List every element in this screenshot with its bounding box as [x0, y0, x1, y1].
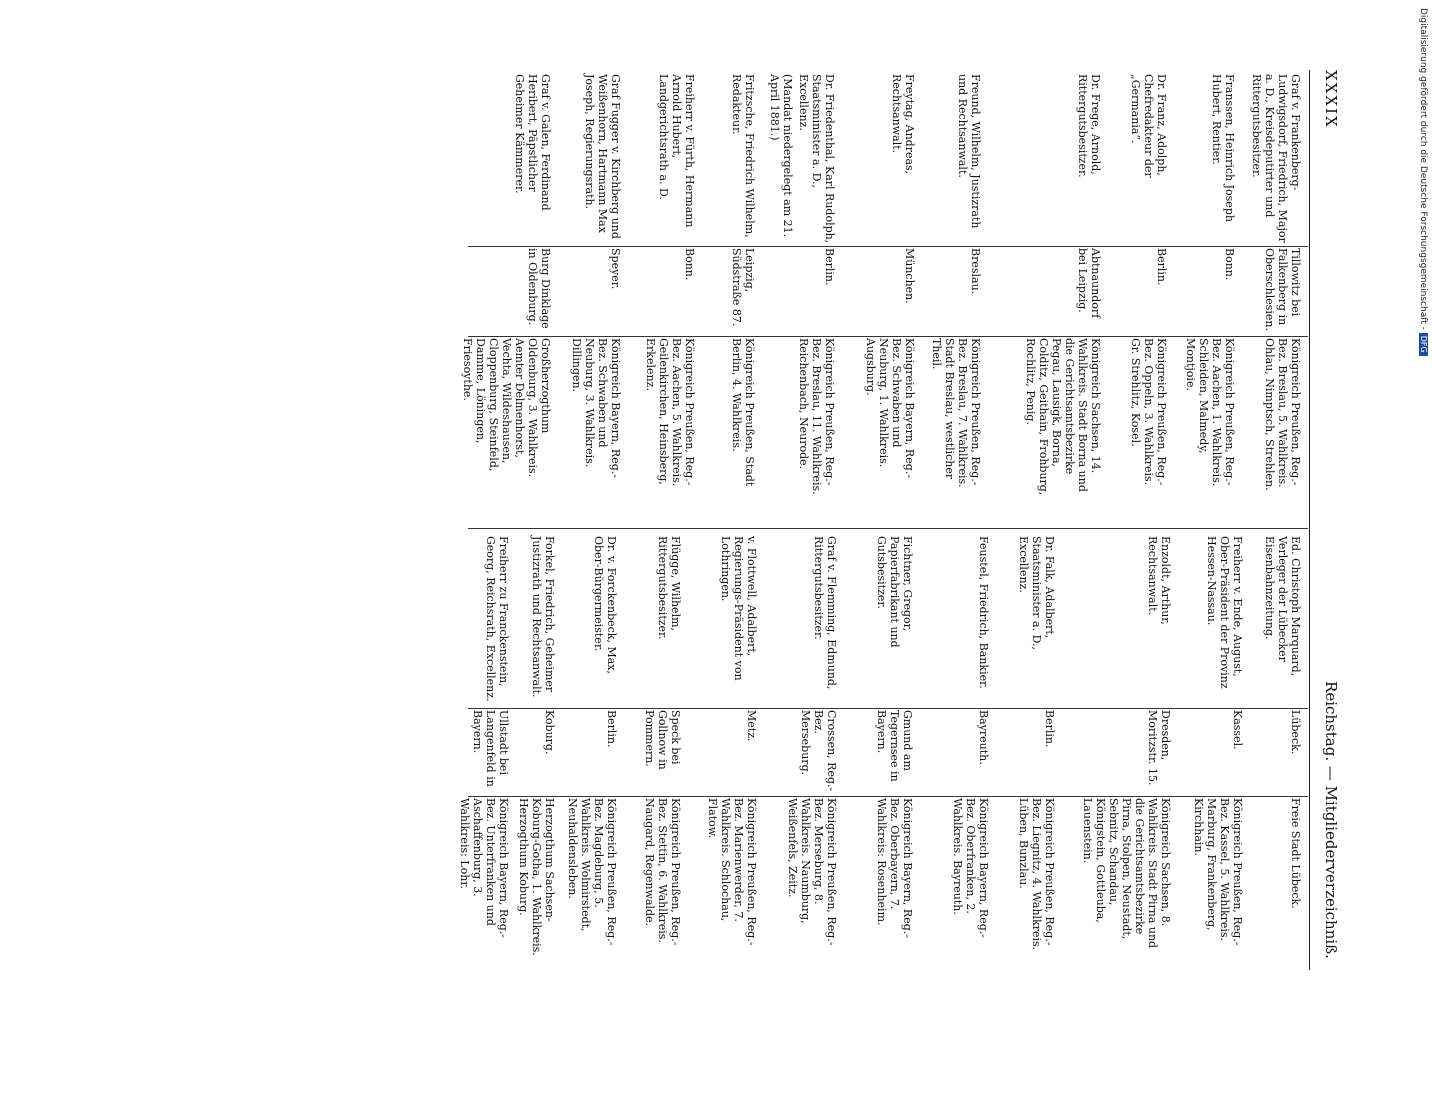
member-name: Franssen, Heinrich Joseph Hubert, Rentier.	[1210, 74, 1236, 222]
member-constituency: Königreich Preußen, Stadt Berlin, 4. Wahlkreis.	[730, 338, 756, 487]
member-place: Speck bei Gollnow in Pommern.	[643, 710, 682, 770]
member-place: Berlin.	[1155, 248, 1168, 286]
member-name: Ed. Christoph Marquard, Verleger der Lübecker Eisenbahnzeitung.	[1263, 536, 1302, 677]
member-place: Gmund am Tegernsee in Bayern.	[875, 710, 914, 782]
dfg-badge: DFG	[1419, 333, 1428, 356]
member-constituency: Königreich Preußen, Reg.-Bez. Kassel, 5. Wahlkreis. Marburg, Frankenberg, Kirchhain.	[1192, 798, 1244, 946]
member-place: Bayreuth.	[977, 710, 990, 765]
member-name: Dr. Frege, Arnold, Rittergutsbesitzer.	[1076, 74, 1102, 178]
member-constituency: Königreich Sachsen, 8. Wahlkreis. Stadt Pirna und die Gerichtsamtsbezirke Pirna, Stolpen, Neustadt, Sebnitz, Schandau, Königstein, Gottleuba, Lauenstein.	[1081, 798, 1172, 949]
member-name: Freund, Wilhelm, Justizrath und Rechtsanwalt.	[956, 74, 982, 229]
member-constituency: Großherzogthum Oldenburg, 3. Wahlkreis. Aemter Delmenhorst, Vechta, Wildeshausen, Cloppenburg, Steinfeld, Damme, Löningen, Friesoythe.	[461, 338, 552, 478]
member-constituency: Königreich Bayern, Reg.-Bez. Unterfranken und Aschaffenburg, 3. Wahlkreis: Lohr.	[458, 798, 510, 938]
member-place: Dresden, Moritzstr. 15.	[1146, 710, 1172, 786]
member-constituency: Königreich Preußen, Reg.-Bez. Breslau, 11. Wahlkreis. Reichenbach, Neurode.	[797, 338, 836, 495]
member-place: Bonn.	[683, 248, 696, 281]
member-constituency: Königreich Bayern, Reg.-Bez. Schwaben und Neuburg, 3. Wahlkreis. Dillingen.	[570, 338, 622, 478]
member-constituency: Herzogthum Sachsen-Koburg-Gotha, 1. Wahlkreis. Herzogthum Koburg.	[517, 798, 556, 956]
member-name: Dr. Franz, Adolph, Chefredakteur der „Germania“.	[1129, 74, 1168, 178]
member-place: Berlin.	[1043, 710, 1056, 748]
member-constituency: Königreich Preußen, Reg.-Bez. Magdeburg, 5. Wahlkreis. Wolmirstedt, Neuhaldensleben.	[566, 798, 618, 946]
member-place: Abtnaundorf bei Leipzig.	[1076, 248, 1102, 319]
member-name: Graf v. Flemming, Edmund, Rittergutsbesitzer.	[812, 536, 838, 690]
member-place: Koburg.	[543, 710, 556, 755]
member-constituency: Königreich Preußen, Reg.-Bez. Aachen, 1. Wahlkreis. Schleiden, Malmedy, Montjoie.	[1184, 338, 1236, 487]
page-title: Reichstag. — Mitgliederverzeichniß.	[1322, 681, 1340, 959]
member-place: Berlin.	[605, 710, 618, 748]
funding-text: Digitalisierung gefördert durch die Deutsche Forschungsgemeinschaft -	[1418, 8, 1428, 330]
member-name: Dr. v. Forckenbeck, Max, Ober-Bürgermeister.	[592, 536, 618, 674]
member-name: Dr. Friedenthal, Karl Rudolph, Staatsminister a. D., Excellenz.	[797, 74, 836, 244]
member-name: Feustel, Friedrich, Bankier.	[977, 536, 990, 689]
mandate-note: (Mandat niedergelegt am 21. April 1881.)	[768, 74, 794, 238]
member-name: Enzoldt, Arthur, Rechtsanwalt.	[1146, 536, 1172, 625]
member-place: Metz.	[745, 710, 758, 742]
member-name: Fritzsche, Friedrich Wilhelm, Redakteur.	[730, 74, 756, 238]
member-constituency: Königreich Bayern, Reg.-Bez. Oberbayern, 7. Wahlkreis: Rosenheim.	[875, 798, 914, 938]
member-constituency: Freie Stadt Lübeck.	[1289, 798, 1302, 909]
member-name: Freytag, Andreas, Rechtsanwalt.	[890, 74, 916, 175]
member-constituency: Königreich Bayern, Reg.-Bez. Schwaben und Neuburg, 1. Wahlkreis. Augsburg.	[864, 338, 916, 478]
member-place: Ullstadt bei Langenfeld in Bayern.	[471, 710, 510, 787]
member-place: Breslau.	[969, 248, 982, 295]
member-constituency: Königreich Sachsen, 14. Wahlkreis. Stadt Borna und die Gerichtsamtsbezirke Pegau, Lausigk, Borna, Colditz, Geithain, Frohburg, Rochlitz, Penig.	[1024, 338, 1102, 496]
member-name: v. Flottwell, Adalbert, Regierungs-Präsident von Lothringen.	[719, 536, 758, 681]
member-place: Berlin.	[823, 248, 836, 286]
rotated-book-page	[70, 70, 1340, 970]
member-constituency: Königreich Preußen, Reg.-Bez. Oppeln, 3. Wahlkreis. Gr. Strehlitz, Kosel.	[1129, 338, 1168, 486]
member-name: Freiherr zu Franckenstein, Georg, Reichsrath, Excellenz.	[484, 536, 510, 702]
member-place: Burg Dinklage in Oldenburg.	[526, 248, 552, 329]
member-constituency: Königreich Bayern, Reg.-Bez. Oberfranken, 2. Wahlkreis. Bayreuth.	[951, 798, 990, 938]
member-table	[458, 70, 1308, 970]
member-constituency: Königreich Preußen, Reg.-Bez. Merseburg, 8. Wahlkreis. Naumburg, Weißenfels, Zeitz.	[786, 798, 838, 946]
member-constituency: Königreich Preußen, Reg.-Bez. Stettin, 6. Wahlkreis. Naugard, Regenwalde.	[643, 798, 682, 946]
member-name: Fichtner, Gregor, Papierfabrikant und Gutsbesitzer.	[875, 536, 914, 648]
member-place: München.	[903, 248, 916, 304]
member-place: Leipzig, Südstraße 87.	[730, 248, 756, 327]
member-constituency: Königreich Preußen, Reg.-Bez. Liegnitz, 4. Wahlkreis. Lüben, Bunzlau.	[1017, 798, 1056, 951]
member-name: Graf Fugger v. Kirchberg und Weißenhorn, Hartmann Max Joseph, Regierungsrath.	[583, 74, 622, 239]
member-constituency: Königreich Preußen, Reg.-Bez. Breslau, 7. Wahlkreis. Stadt Breslau, westlicher Theil.	[930, 338, 982, 488]
member-name: Forkel, Friedrich, Geheimer Justizrath und Rechtsanwalt.	[530, 536, 556, 698]
running-header	[1314, 70, 1340, 970]
member-constituency: Königreich Preußen, Reg.-Bez. Marienwerder, 7. Wahlkreis. Schlochau, Flatow.	[706, 798, 758, 946]
member-name: Graf v. Frankenberg-Ludwigsdorf, Friedrich, Major a. D., Kreisdeputirter und Rittergutsbesitzer.	[1250, 74, 1302, 243]
digitization-note	[1408, 8, 1428, 988]
member-place: Speyer.	[609, 248, 622, 290]
member-place: Tillowitz bei Falkenberg in Oberschlesien.	[1263, 248, 1302, 331]
header-rule	[1309, 70, 1310, 970]
member-constituency: Königreich Preußen, Reg.-Bez. Aachen, 5. Wahlkreis. Geilenkirchen, Heinsberg, Erkelenz.	[644, 338, 696, 487]
member-place: Kassel.	[1231, 710, 1244, 750]
page-number: XXXIX	[1322, 70, 1340, 129]
member-name: Graf v. Galen, Ferdinand Heribert, Päpstlicher Geheimer Kämmerer.	[513, 74, 552, 211]
member-name: Freiherr v. Fürth, Hermann Arnold Hubert, Landgerichtsrath a. D.	[657, 74, 696, 228]
member-place: Lübeck.	[1289, 710, 1302, 755]
member-place: Crossen, Reg.-Bez. Merseburg.	[799, 710, 838, 792]
member-constituency: Königreich Preußen, Reg.-Bez. Breslau, 5. Wahlkreis. Ohlau, Nimptsch, Strehlen.	[1263, 338, 1302, 491]
member-name: Freiherr v. Ende, August, Ober-Präsident der Provinz Hessen-Nassau.	[1205, 536, 1244, 689]
member-name: Dr. Falk, Adalbert, Staatsminister a. D., Excellenz.	[1017, 536, 1056, 650]
member-place: Bonn.	[1223, 248, 1236, 281]
member-name: Flügge, Wilhelm, Rittergutsbesitzer.	[656, 536, 682, 640]
